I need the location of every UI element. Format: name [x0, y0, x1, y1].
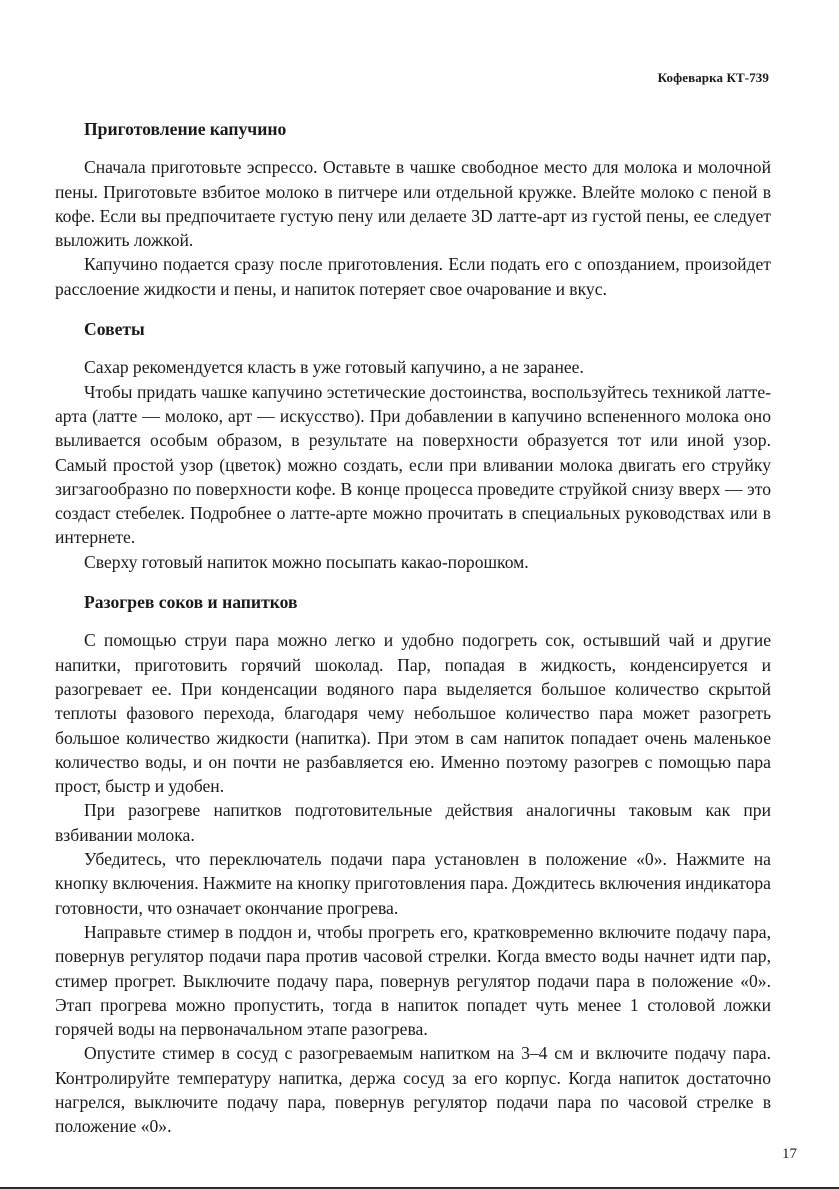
paragraph: С помощью струи пара можно легко и удобно подогреть сок, остывший чай и другие напитки, приготовить горячий шоколад. Пар, попадая в жидкость, конденсируется и разогревает ее. При конденсации водяного пара выделяется большое количество скрытой теплоты фазового перехода, благодаря чему небольшое количество пара может разогреть большое количество жидкости (напитка). При этом в сам напиток попадает очень маленькое количество воды, и он почти не разбавляется ею. Именно поэтому разогрев с помощью пара прост, быстр и удобен. [55, 630, 771, 797]
spacer [55, 341, 771, 355]
paragraph: Опустите стимер в сосуд с разогреваемым напитком на 3–4 см и включите подачу пара. Контролируйте температуру напитка, держа сосуд за его корпус. Когда напиток достаточно нагрелся, выключите подачу пара, повернув регулятор подачи пара по часовой стрелке в положение «0». [55, 1043, 771, 1137]
section-heading-heating-drinks: Разогрев соков и напитков [84, 592, 298, 613]
paragraph: Капучино подается сразу после приготовления. Если подать его с опозданием, произойдет расслоение жидкости и пены, и напиток потеряет свое очарование и вкус. [55, 254, 771, 299]
section-heading-cappuccino: Приготовление капучино [84, 119, 287, 139]
running-header: Кофеварка КТ-739 [657, 70, 769, 85]
paragraph: Чтобы придать чашке капучино эстетические достоинства, воспользуйтесь техникой латте-арта (латте — молоко, арт — искусство). При добавлении в капучино вспененного молока оно выливается особым образом, в результате на поверхности образуется тот или иной узор. Самый простой узор (цветок) можно создать, если при вливании молока двигать его струйку зигзагообразно по поверхности кофе. В конце процесса проведите струйкой снизу вверх — это создаст стебелек. Подробнее о латте-арте можно прочитать в специальных руководствах или в интернете. [55, 381, 771, 548]
paragraph: При разогреве напитков подготовительные действия аналогичны таковым как при взбивании молока. [55, 800, 771, 845]
paragraph: Убедитесь, что переключатель подачи пара установлен в положение «0». Нажмите на кнопку включения. Нажмите на кнопку приготовления пара. Дождитесь включения индикатора готовности, что означает окончание прогрева. [55, 849, 771, 918]
document-body [55, 117, 771, 1139]
spacer [55, 574, 771, 590]
section-heading-tips: Советы [84, 319, 145, 340]
spacer [55, 301, 771, 317]
paragraph: Сахар рекомендуется класть в уже готовый капучино, а не заранее. [84, 357, 584, 378]
spacer [55, 614, 771, 628]
paragraph: Сверху готовый напиток можно посыпать какао-порошком. [84, 551, 529, 572]
paragraph: Направьте стимер в поддон и, чтобы прогреть его, кратковременно включите подачу пара, повернув регулятор подачи пара против часовой стрелки. Когда вместо воды начнет идти пар, стимер прогрет. Выключите подачу пара, повернув регулятор подачи пара в положение «0». Этап прогрева можно пропустить, тогда в напиток попадет чуть менее 1 столовой ложки горячей воды на первоначальном этапе разогрева. [55, 921, 771, 1040]
page-number: 17 [782, 1146, 797, 1162]
spacer [55, 141, 771, 155]
paragraph: Сначала приготовьте эспрессо. Оставьте в чашке свободное место для молока и молочной пены. Приготовьте взбитое молоко в питчере или отдельной кружке. Влейте молоко с пеной в кофе. Если вы предпочитаете густую пену или делаете 3D латте-арт из густой пены, ее следует выложить ложкой. [55, 157, 771, 251]
